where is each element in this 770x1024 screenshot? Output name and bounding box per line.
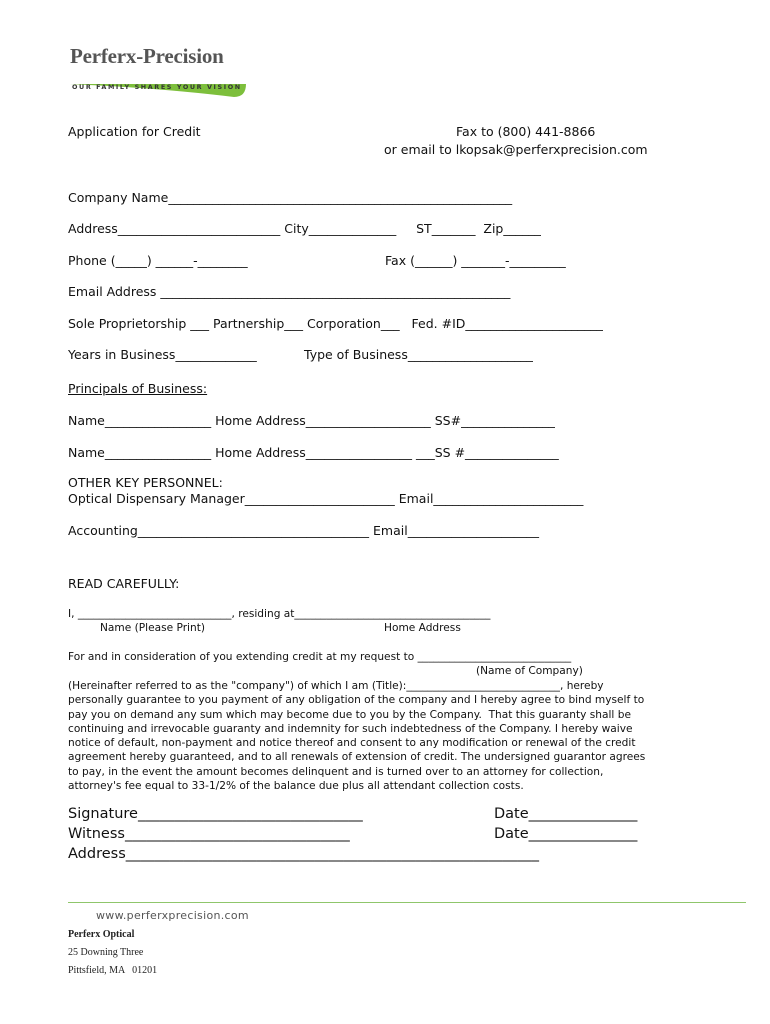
guaranty-line: continuing and irrevocable guaranty and indemnity for such indebtedness of the Company. I hereby waive: [68, 722, 633, 735]
key-personnel-heading: OTHER KEY PERSONNEL:: [68, 475, 223, 490]
type-of-business-field[interactable]: Type of Business____________________: [304, 347, 533, 362]
principal-row-1[interactable]: Name_________________ Home Address____________________ SS#_______________: [68, 413, 555, 428]
guarantor-name-residence-field[interactable]: I, _____________________________, residing at_____________________________________: [68, 608, 491, 620]
footer-street: 25 Downing Three: [68, 947, 144, 958]
company-name-field[interactable]: Company Name_______________________________________________________: [68, 190, 513, 205]
guaranty-line: attorney's fee equal to 33-1/2% of the balance due plus all attendant collection costs.: [68, 780, 524, 793]
witness-field[interactable]: Witness_______________________________: [68, 826, 350, 842]
principals-heading: Principals of Business:: [68, 381, 208, 396]
logo-tagline: OUR FAMILY SHARES YOUR VISION: [72, 83, 242, 91]
fax-number: Fax to (800) 441-8866: [456, 124, 596, 139]
years-in-business-field[interactable]: Years in Business_____________: [68, 347, 257, 362]
guaranty-paragraph: [68, 679, 694, 793]
signer-address-field[interactable]: Address_________________________________________________________: [68, 846, 539, 862]
read-carefully-heading: READ CAREFULLY:: [68, 576, 180, 591]
submission-email: or email to lkopsak@perferxprecision.com: [384, 142, 648, 157]
email-address-field[interactable]: Email Address ________________________________________________________: [68, 284, 511, 299]
form-title: Application for Credit: [68, 124, 201, 139]
home-address-caption: Home Address: [384, 622, 461, 634]
company-logo: [70, 44, 250, 100]
witness-date-field[interactable]: Date_______________: [494, 826, 638, 842]
fax-field[interactable]: Fax (______) _______-_________: [385, 253, 566, 268]
business-structure-field[interactable]: Sole Proprietorship ___ Partnership___ Corporation___ Fed. #ID______________________: [68, 316, 603, 331]
footer-website[interactable]: www.perferxprecision.com: [96, 909, 249, 922]
phone-field[interactable]: Phone (_____) ______-________: [68, 253, 248, 268]
principal-row-2[interactable]: Name_________________ Home Address_________________ ___SS #_______________: [68, 445, 559, 460]
accounting-field[interactable]: Accounting_____________________________________ Email_____________________: [68, 523, 539, 538]
guaranty-line: to pay, in the event the amount becomes delinquent and is turned over to an attorney for collection,: [68, 765, 604, 778]
guaranty-line: agreement hereby guaranteed, and to all renewals of extension of credit. The undersigned guarantor agrees: [68, 751, 646, 764]
name-caption: Name (Please Print): [100, 622, 206, 634]
signature-field[interactable]: Signature_______________________________: [68, 806, 363, 822]
company-name-caption: (Name of Company): [476, 665, 583, 677]
signature-date-field[interactable]: Date_______________: [494, 806, 638, 822]
consideration-line[interactable]: For and in consideration of you extending credit at my request to _____________________________: [68, 651, 572, 663]
footer-city: Pittsfield, MA 01201: [68, 965, 158, 976]
guaranty-line: pay you on demand any sum which may become due to you by the Company. That this guaranty shall be: [68, 708, 631, 721]
footer-company: Perferx Optical: [68, 929, 135, 940]
guaranty-line: notice of default, non-payment and notice thereof and consent to any modification or renewal of the credit: [68, 737, 636, 750]
dispensary-manager-field[interactable]: Optical Dispensary Manager________________________ Email________________________: [68, 491, 584, 506]
guaranty-line: (Hereinafter referred to as the "company") of which I am (Title):_____________________________, hereby: [68, 680, 604, 692]
address-city-state-zip-field[interactable]: Address__________________________ City______________ ST_______ Zip______: [68, 221, 541, 236]
guaranty-line: personally guarantee to you payment of any obligation of the company and I hereby agree to bind myself to: [68, 694, 645, 707]
logo-name: Perferx-Precision: [70, 44, 224, 68]
footer-divider: [68, 902, 746, 903]
